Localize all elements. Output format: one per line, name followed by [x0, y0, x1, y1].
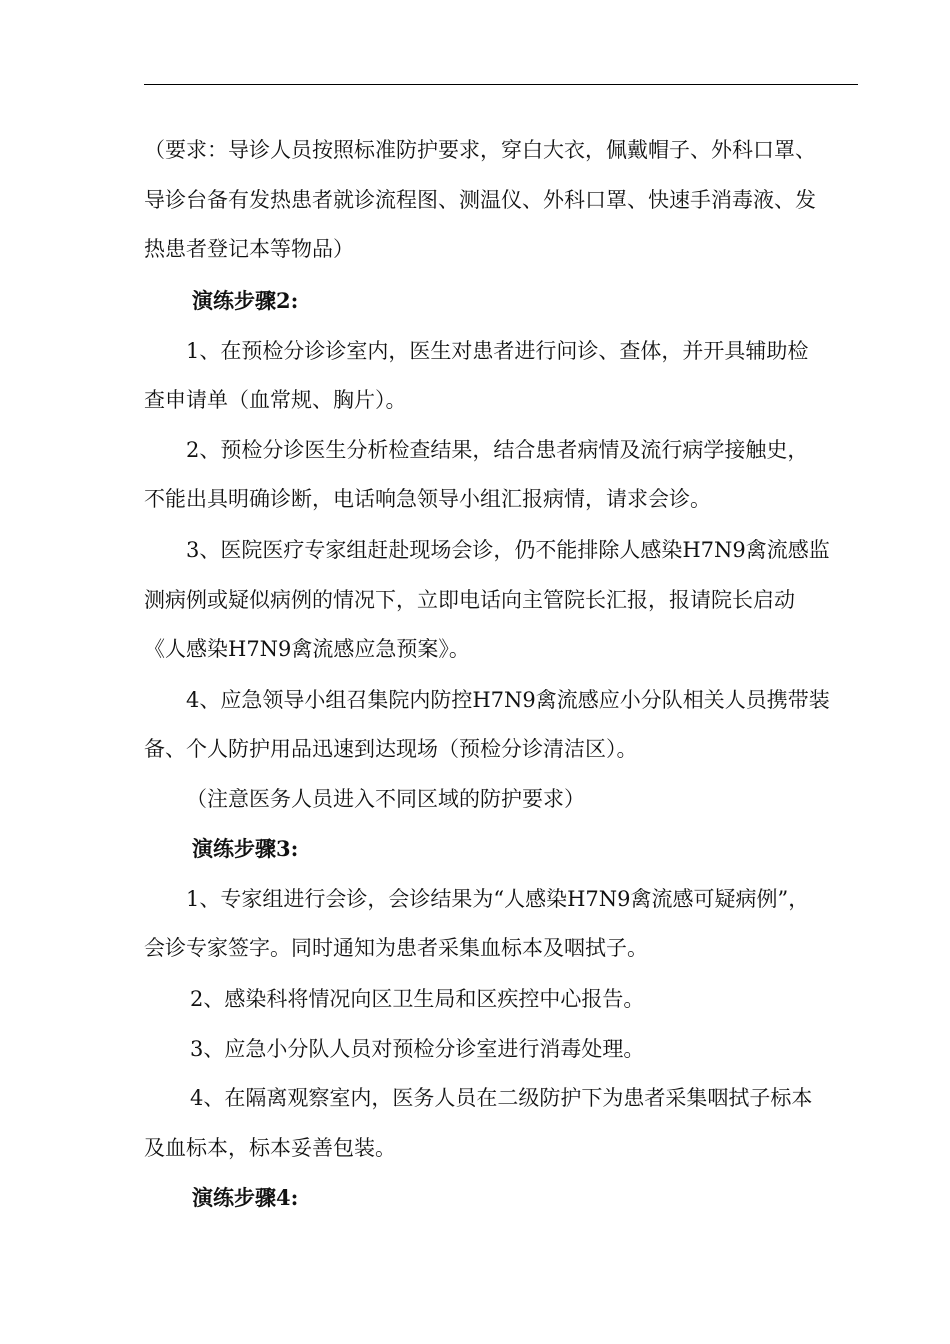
section-heading-step-2: 演练步骤2:	[192, 288, 299, 313]
text-line: 2、感染科将情况向区卫生局和区疾控中心报告。	[190, 987, 645, 1011]
section-heading-step-4: 演练步骤4:	[192, 1185, 299, 1210]
text-line: 导诊台备有发热患者就诊流程图、测温仪、外科口罩、快速手消毒液、发	[144, 188, 816, 212]
text-line: （要求：导诊人员按照标准防护要求，穿白大衣，佩戴帽子、外科口罩、	[144, 138, 816, 162]
header-rule	[144, 84, 858, 85]
text-line: 会诊专家签字。同时通知为患者采集血标本及咽拭子。	[144, 936, 648, 960]
section-heading-step-3: 演练步骤3:	[192, 836, 299, 861]
text-line: 3、医院医疗专家组赶赴现场会诊，仍不能排除人感染H7N9禽流感监	[186, 538, 830, 562]
text-line: 不能出具明确诊断，电话响急领导小组汇报病情，请求会诊。	[144, 487, 711, 511]
text-line: 4、应急领导小组召集院内防控H7N9禽流感应小分队相关人员携带装	[186, 688, 830, 712]
text-line: （注意医务人员进入不同区域的防护要求）	[186, 787, 585, 811]
text-line: 热患者登记本等物品）	[144, 237, 354, 261]
text-line: 2、预检分诊医生分析检查结果，结合患者病情及流行病学接触史，	[186, 438, 809, 462]
text-line: 及血标本，标本妥善包装。	[144, 1136, 396, 1160]
text-line: 3、应急小分队人员对预检分诊室进行消毒处理。	[190, 1037, 645, 1061]
text-line: 4、在隔离观察室内，医务人员在二级防护下为患者采集咽拭子标本	[190, 1086, 813, 1110]
text-line: 测病例或疑似病例的情况下，立即电话向主管院长汇报，报请院长启动	[144, 588, 795, 612]
text-line: 《人感染H7N9禽流感应急预案》。	[144, 637, 470, 661]
text-line: 1、在预检分诊诊室内，医生对患者进行问诊、查体，并开具辅助检	[186, 339, 809, 363]
text-line: 1、专家组进行会诊，会诊结果为“人感染H7N9禽流感可疑病例”，	[186, 887, 810, 911]
text-line: 查申请单（血常规、胸片）。	[144, 388, 407, 412]
text-line: 备、个人防护用品迅速到达现场（预检分诊清洁区）。	[144, 737, 638, 761]
